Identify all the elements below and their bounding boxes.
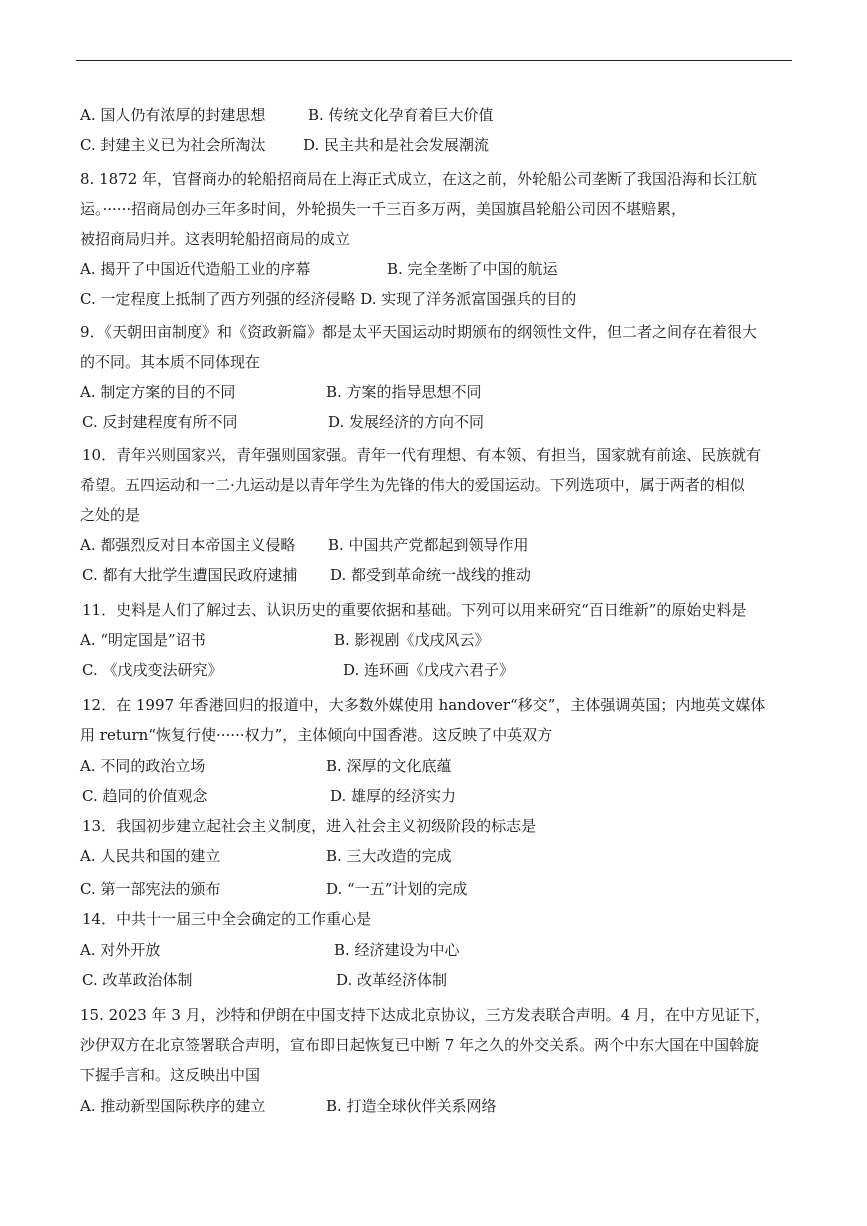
q8-option-cd: C. 一定程度上抵制了西方列强的经济侵略 D. 实现了洋务派富国强兵的目的 — [80, 290, 577, 308]
q12-stem-line1: 12．在 1997 年香港回归的报道中，大多数外媒使用 handover“移交”，主体强调英国；内地英文媒体 — [82, 696, 766, 714]
q8-option-b: B. 完全垄断了中国的航运 — [387, 260, 558, 278]
q9-option-c: C. 反封建程度有所不同 — [82, 413, 238, 431]
q13-option-b: B. 三大改造的完成 — [326, 847, 452, 865]
q10-stem-line3: 之处的是 — [80, 506, 141, 524]
q12-option-b: B. 深厚的文化底蕴 — [326, 757, 452, 775]
q14-option-c: C. 改革政治体制 — [82, 971, 193, 989]
q7-option-d: D. 民主共和是社会发展潮流 — [303, 136, 490, 154]
q14-option-b: B. 经济建设为中心 — [334, 941, 460, 959]
q14-option-d: D. 改革经济体制 — [336, 971, 448, 989]
q12-stem-line2: 用 return“恢复行使······权力”，主体倾向中国香港。这反映了中英双方 — [80, 726, 553, 744]
q13-option-c: C. 第一部宪法的颁布 — [80, 880, 221, 898]
q9-option-a: A. 制定方案的目的不同 — [80, 383, 236, 401]
q11-option-a: A. “明定国是”诏书 — [80, 631, 206, 649]
q10-stem-line1: 10．青年兴则国家兴，青年强则国家强。青年一代有理想、有本领、有担当，国家就有前途、民族就有 — [82, 446, 762, 464]
q7-option-b: B. 传统文化孕育着巨大价值 — [308, 106, 494, 124]
q10-option-d: D. 都受到革命统一战线的推动 — [330, 566, 532, 584]
q10-option-a: A. 都强烈反对日本帝国主义侵略 — [80, 536, 296, 554]
q9-option-b: B. 方案的指导思想不同 — [326, 383, 482, 401]
q8-stem-line2: 运。······招商局创办三年多时间，外轮损失一千三百多万两，美国旗昌轮船公司因不堪赔累， — [80, 200, 687, 218]
q11-option-d: D. 连环画《戊戌六君子》 — [343, 661, 515, 679]
q9-stem-line2: 的不同。其本质不同体现在 — [80, 353, 261, 371]
q15-stem-line1: 15. 2023 年 3 月，沙特和伊朗在中国支持下达成北京协议，三方发表联合声明。4 月，在中方见证下， — [80, 1006, 770, 1024]
q8-stem-line1: 8. 1872 年，官督商办的轮船招商局在上海正式成立，在这之前，外轮船公司垄断了我国沿海和长江航 — [80, 170, 758, 188]
header-rule — [76, 60, 792, 61]
q7-option-a: A. 国人仍有浓厚的封建思想 — [80, 106, 266, 124]
q15-option-a: A. 推动新型国际秩序的建立 — [80, 1097, 266, 1115]
q12-option-c: C. 趋同的价值观念 — [82, 787, 208, 805]
q11-option-b: B. 影视剧《戊戌风云》 — [334, 631, 490, 649]
q12-option-d: D. 雄厚的经济实力 — [330, 787, 457, 805]
q8-stem-line3: 被招商局归并。这表明轮船招商局的成立 — [80, 230, 351, 248]
q12-option-a: A. 不同的政治立场 — [80, 757, 206, 775]
q13-stem-line1: 13．我国初步建立起社会主义制度，进入社会主义初级阶段的标志是 — [82, 817, 537, 835]
q14-option-a: A. 对外开放 — [80, 941, 161, 959]
q8-option-a: A. 揭开了中国近代造船工业的序幕 — [80, 260, 311, 278]
q15-option-b: B. 打造全球伙伴关系网络 — [326, 1097, 497, 1115]
q7-option-c: C. 封建主义已为社会所淘汰 — [80, 136, 266, 154]
q9-stem-line1: 9．《天朝田亩制度》和《资政新篇》都是太平天国运动时期颁布的纲领性文件，但二者之间存在着很大 — [80, 323, 758, 341]
q10-option-c: C. 都有大批学生遭国民政府逮捕 — [82, 566, 298, 584]
q14-stem-line1: 14．中共十一届三中全会确定的工作重心是 — [82, 910, 372, 928]
q15-stem-line2: 沙伊双方在北京签署联合声明，宣布即日起恢复已中断 7 年之久的外交关系。两个中东大国在中国斡旋 — [80, 1036, 760, 1054]
q11-option-c: C. 《戊戌变法研究》 — [82, 661, 223, 679]
q9-option-d: D. 发展经济的方向不同 — [328, 413, 485, 431]
q11-stem-line1: 11．史料是人们了解过去、认识历史的重要依据和基础。下列可以用来研究“百日维新”的原始史料是 — [82, 601, 747, 619]
q13-option-d: D. “一五”计划的完成 — [326, 880, 468, 898]
q10-option-b: B. 中国共产党都起到领导作用 — [328, 536, 529, 554]
q13-option-a: A. 人民共和国的建立 — [80, 847, 221, 865]
q10-stem-line2: 希望。五四运动和一二·九运动是以青年学生为先锋的伟大的爱国运动。下列选项中，属于两者的相似 — [80, 476, 745, 494]
q15-stem-line3: 下握手言和。这反映出中国 — [80, 1066, 261, 1084]
